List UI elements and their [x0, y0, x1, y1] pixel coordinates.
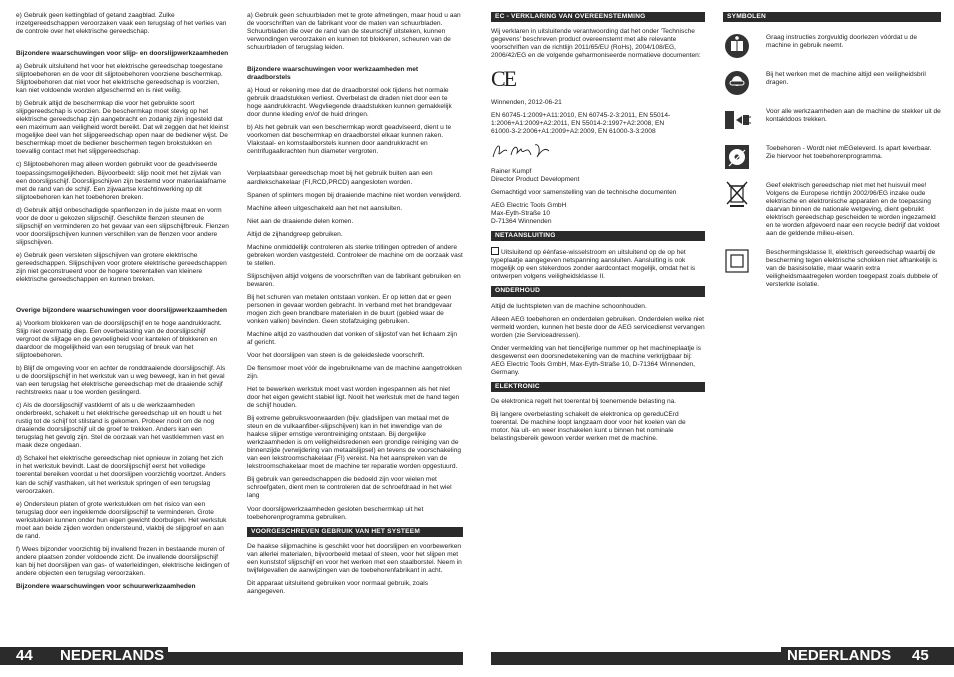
symbol-accessory: Toebehoren - Wordt niet mEGeleverd. Is apart leverbaar. Zie hiervoor het toebehorenprogramma. — [723, 143, 941, 171]
paragraph: e) Gebruik geen kettingblad of getand zaagblad. Zulke inzetgereedschappen veroorzaken vaak een terugslag of het verlies van de controle over het elektrische gereedschap. — [16, 12, 227, 36]
company-name: AEG Electric Tools GmbH — [491, 202, 567, 210]
safety-glasses-icon — [723, 69, 751, 97]
paragraph: b) Gebruik altijd de beschermkap die voor het gebruikte soort slijpgereedschap is voorzien. De beschermkap moet stevig op het elektrische gereedschap zijn aangebracht en zodanig zijn ingesteld dat een maximum aan veiligheid wordt bereikt. Dat wil zeggen dat het kleinst mogelijke deel van het slijpgereedschap open naar de bediener wijst. De beschermkap moet de bediener beschermen tegen brokstukken en toevallig contact met het slijpgereedschap. — [16, 100, 229, 156]
paragraph: Het te bewerken werkstuk moet vast worden ingespannen als het niet door het eigen gewicht stabiel ligt. Nooit het werkstuk met de hand tegen de schijf houden. — [247, 386, 460, 410]
paragraph: Machine onmiddellijk controleren als sterke trillingen optreden of andere gebreken worden vastgesteld. Controleer de machine om de oorzaak vast te stellen. — [247, 243, 463, 267]
paragraph: Slijpschijven altijd volgens de voorschriften van de fabrikant gebruiken en bewaren. — [247, 272, 461, 288]
signatory-name: Rainer Kumpf — [491, 168, 532, 176]
symbol-unplug: Voor alle werkzaamheden aan de machine de stekker uit de kontaktdoos trekken. — [723, 106, 941, 134]
protection-class-ii-icon — [723, 247, 751, 275]
paragraph: De haakse slijpmachine is geschikt voor het doorslijpen en voorbewerken van allerlei materialen, bijvoorbeeld metaal of steen, voor het slijpen met een kunststof slijpschijf en voor het werken met een staalborstel. Neem in twijfelgevallen de aanwijzingen van de toebehorenfabrikant in acht. — [247, 542, 462, 574]
paragraph: Machine altijd zo vasthouden dat vonken of slijpstof van het lichaam zijn af gericht. — [247, 330, 458, 346]
paragraph: e) Gebruik geen versleten slijpschijven van grotere elektrische gereedschappen. Slijpschijven voor grotere elektrische gereedschappen zijn niet geconstrueerd voor de hogere toerentallen van kleinere elektrische gereedschappen en kunnen breken. — [16, 251, 227, 283]
paragraph: Bij extreme gebruiksvoorwaarden (bijv. gladslijpen van metaal met de steun en de vulkaanfiber-slijpschijven) kan in het inwendige van de haakse slijper ernstige verontreiniging ontstaan. Bij dergelijke werkzaamheden is om veiligheidsredenen een grondige reiniging van de binnenzijde (verwijdering van metaalslijpsel) en tevens de voorschakeling van een lekstroomschakelaar (FI) vereist. Na het aanspreken van de lekstroomschakelaar moet de machine ter reparatie worden opgestuurd. — [247, 415, 462, 471]
section-bar-electronic: ELEKTRONIC — [491, 382, 705, 392]
signatory-role: Director Product Development — [491, 176, 580, 184]
declaration-date: Winnenden, 2012-06-21 — [491, 98, 562, 106]
paragraph: Niet aan de draaiende delen komen. — [247, 217, 354, 225]
paragraph: Alleen AEG toebehoren en onderdelen gebruiken. Onderdelen welke niet vermeld worden, kunnen het beste door de AEG servicedienst vervangen worden (zie Serviceadressen). — [491, 315, 705, 339]
paragraph: Voor het doorslijpen van steen is de geleideslede voorschrift. — [247, 352, 425, 359]
paragraph: Spanen of splinters mogen bij draaiende machine niet worden verwijderd. — [247, 191, 462, 199]
paragraph: b) Als het gebruik van een beschermkap wordt geadviseerd, dient u te voorkomen dat beschermkap en draadborstel elkaar kunnen raken. Vlakstaal- en komstaalborstels kunnen door aandrukkracht en centrifugaalkrachten hun diameter vergroten. — [247, 124, 452, 156]
column-2 — [247, 12, 463, 601]
paragraph: Voor doorslijpwerkzaamheden gesloten beschermkap uit het toebehorenprogramma gebruiken. — [247, 505, 424, 521]
section-bar-ec-declaration: EC - VERKLARING VAN OVEREENSTEMMING — [491, 12, 705, 22]
footer-right — [491, 647, 954, 665]
paragraph: Wij verklaren in uitsluitende verantwoording dat het onder 'Technische gegevens' beschreven product overeenstemt met alle relevante voorschriften van de richtlijn 2011/65/EU (RoHs), 2004/108/EG, 2006/42/EG en de volgende geharmoniseerde normatieve documenten: — [491, 28, 701, 60]
paragraph: De elektronica regelt het toerental bij toenemende belasting na. — [491, 397, 677, 405]
signature-icon — [491, 141, 705, 164]
section-heading: Overige bijzondere waarschuwingen voor doorslijpwerkzaamheden — [16, 306, 228, 314]
company-street: Max-Eyth-Straße 10 — [491, 210, 550, 218]
paragraph: c) Als de doorslijpschijf vastklemt of als u de werkzaamheden onderbreekt, schakelt u het elektrische gereedschap uit en houdt u het rustig tot de schijf tot stilstand is gekomen. Probeer nooit om de nog draaiende doorslijpschijf uit de groef te trekken. Anders kan een terugslag het gevolg zijn. Stel de oorzaak van het vastklemmen vast en maak deze ongedaan. — [16, 402, 224, 450]
symbol-read-manual: Graag instructies zorgvuldig doorlezen vóórdat u de machine in gebruik neemt. — [723, 32, 941, 60]
paragraph: b) Blijf de omgeving voor en achter de ronddraaiende doorslijpschijf. Als u de doorslijpschijf in het werkstuk van u weg beweegt, kan in het geval van een terugslag het elektrische gereedschap met de draaiende schijf rechtstreeks naar u toe worden geslingerd. — [16, 365, 226, 397]
page-number-right: 45 — [912, 647, 929, 664]
column-4 — [723, 12, 941, 298]
paragraph: Bij gebruik van gereedschappen die bedoeld zijn voor wielen met schroefgaten, dient men te controleren dat de schroefdraad in het wiel lang — [247, 476, 452, 500]
paragraph: f) Wees bijzonder voorzichtig bij invallend frezen in bestaande muren of andere plaatsen zonder voldoende zicht. De invallende doorslijpschijf kan bij het doorslijpen van gas- of waterleidingen, elektrische leidingen of andere objecten een terugslag veroorzaken. — [16, 545, 230, 577]
paragraph: Verplaatsbaar gereedschap moet bij het gebruik buiten aan een aardlekschakelaar (FI,RCD,PRCD) aangesloten worden. — [247, 170, 433, 186]
footer-tab-left — [168, 647, 463, 652]
paragraph: d) Schakel het elektrische gereedschap niet opnieuw in zolang het zich in het werkstuk bevindt. Laat de doorslijpschijf eerst het volledige toerental bereiken voordat u het doorslijpen voorzichtig voortzet. Anders kan de schijf vasthaken, uit het werkstuk springen of een terugslag veroorzaken. — [16, 455, 226, 495]
paragraph: Onder vermelding van het tiencijferige nummer op het machineplaatje is desgewenst een doorsnedetekening van de machine verkrijgbaar bij: AEG Electric Tools GmbH, Max-Eyth-Straße 10, D-71364 Winnenden, Germany. — [491, 344, 702, 376]
paragraph: c) Slijptoebehoren mag alleen worden gebruikt voor de geadviseerde toepassingsmogelijkheden. Bijvoorbeeld: slijp nooit met het zijvlak van een doorslijpschijf. Doorslijpschijven zijn bestemd voor materiaalafname met de rand van de schijf. Een zijwaartse krachtinwerking op dit slijptoebehoren kan het toebehoren breken. — [16, 161, 226, 201]
paragraph: d) Gebruik altijd onbeschadigde spanflenzen in de juiste maat en vorm voor de door u gekozen slijpschijf. Geschikte flenzen steunen de slijpschijf en verminderen zo het gevaar van een slijpschijfbreuk. Flenzen voor doorslijpschijven kunnen verschillen van de flenzen voor andere slijpschijven. — [16, 206, 229, 246]
footer-left — [0, 647, 463, 665]
paragraph: a) Voorkom blokkeren van de doorslijpschijf en te hoge aandrukkracht. Slijp niet overmatig diep. Een overbelasting van de doorslijpschijf vergroot de slijtage en de gevoeligheid voor kantelen of blokkeren en daardoor de mogelijkheid van een terugslag of breuk van het slijptoebehoren. — [16, 319, 222, 360]
paragraph: Altijd de zijhandgreep gebruiken. — [247, 230, 343, 238]
section-heading: Bijzondere waarschuwingen voor werkzaamheden met draadborstels — [247, 66, 419, 82]
paragraph: Dit apparaat uitsluitend gebruiken voor normaal gebruik, zoals aangegeven. — [247, 579, 429, 595]
paragraph: e) Ondersteun platen of grote werkstukken om het risico van een terugslag door een ingeklemde doorslijpschijf te verminderen. Grote werkstukken kunnen onder hun eigen gewicht doorbuigen. Het werkstuk moet aan beide zijden worden ondersteund, vlakbij de slijpgroef en aan de rand. — [16, 500, 227, 540]
accessory-icon — [723, 143, 751, 171]
symbol-weee: Geef elektrisch gereedschap niet met het huisvuil mee! Volgens de Europese richtlijn 2002/96/EG inzake oude elektrische en elektronische apparaten en de toepassing daarvan binnen de nationale wetgeving, dient gebruikt elektrisch gereedschap gescheiden te worden ingezameld en te worden afgevoerd naar een recycle bedrijf dat voldoet aan de geldende milieu-eisen. — [723, 180, 941, 238]
company-city: D-71364 Winnenden — [491, 218, 552, 226]
paragraph: a) Gebruik geen schuurbladen met te grote afmetingen, maar houd u aan de voorschriften van de fabrikant voor de maten van schuurbladen. Schuurbladen die over de rand van de steunschijf uitsteken, kunnen verwondingen veroorzaken en kunnen tot blokkeren, scheuren van de schuurbladen of terugslag leiden. — [247, 12, 461, 52]
paragraph: Uitsluitend op éénfase-wisselstroom en uitsluitend op de op het typeplaatje aangegeven netspanning aansluiten. Aansluiting is ook mogelijk op een stekerdoos zonder aardcontact mogelijk, omdat het is ontwerpen volgens veiligheidsklasse II. — [491, 249, 696, 281]
column-1 — [16, 12, 230, 596]
column-3 — [491, 12, 705, 448]
paragraph: a) Gebruik uitsluitend het voor het elektrische gereedschap toegestane slijptoebehoren en de voor dit slijptoebehoren voorziene beschermkap. Slijptoebehoren dat niet voor het elektrische gereedschap is voorzien, kan niet voldoende worden afgeschermd en is niet veilig. — [16, 63, 223, 95]
paragraph: Altijd de luchtspleten van de machine schoonhouden. — [491, 302, 647, 310]
section-bar-mains-connection: NETAANSLUITING — [491, 231, 705, 241]
language-title-left: NEDERLANDS — [60, 647, 165, 664]
section-bar-maintenance: ONDERHOUD — [491, 286, 705, 296]
symbol-protection-class-ii: Beschermingsklasse II, elektrisch gereedschap waarbij de bescherming tegen elektrische schokken niet afhankelijk is van de basisisolatie, maar waarin extra veiligheidsmaatregelen worden toegepast zoals dubbele of versterkte isolatie. — [723, 247, 941, 289]
section-heading: Bijzondere waarschuwingen voor slijp- en doorslijpwerkzaamheden — [16, 50, 229, 58]
unplug-icon — [723, 106, 751, 134]
paragraph: De flensmoer moet vóór de ingebruikname van de machine aangetrokken zijn. — [247, 365, 462, 381]
language-title-right: NEDERLANDS — [787, 647, 892, 664]
ce-mark: CE — [491, 66, 516, 92]
paragraph: Bij het schuren van metalen ontstaan vonken. Er op letten dat er geen personen in gevaar worden gebracht. In verband met het brandgevaar mogen zich geen brandbare materialen in de buurt (gebied waar de vonken vallen) bevinden. Geen stofafzuiging gebruiken. — [247, 293, 452, 325]
paragraph: Bij langere overbelasting schakelt de elektronica op gereduCErd toerental. De machine loopt langzaam door voor het koelen van de motor. Na uit- en weer inschakelen kunt u binnen het nominale belastingsbereik gewoon verder werken met de machine. — [491, 410, 686, 442]
section-heading: Bijzondere waarschuwingen voor schuurwerkzaamheden — [16, 582, 196, 590]
paragraph: Machine alleen uitgeschakeld aan het net aansluiten. — [247, 204, 403, 212]
page-number-left: 44 — [16, 647, 33, 664]
double-insulation-icon — [491, 247, 499, 255]
footer-tab-right — [491, 647, 781, 652]
section-bar-symbols: SYMBOLEN — [723, 12, 941, 22]
symbol-safety-glasses: Bij het werken met de machine altijd een veiligheidsbril dragen. — [723, 69, 941, 97]
paragraph: a) Houd er rekening mee dat de draadborstel ook tijdens het normale gebruik draadstukken verliest. Overbelast de draden niet door een te hoge aandrukkracht. Wegvliegende draadstukken kunnen gemakkelijk door dunne kleding en/of de huid dringen. — [247, 87, 452, 119]
authorized-text: Gemachtigd voor samenstelling van de technische documenten — [491, 189, 677, 197]
section-bar-intended-use: VOORGESCHREVEN GEBRUIK VAN HET SYSTEEM — [247, 527, 463, 537]
read-manual-icon — [723, 32, 751, 60]
crossed-bin-icon — [723, 180, 751, 208]
standards-list: EN 60745-1:2009+A11:2010, EN 60745-2-3:2011, EN 55014-1:2006+A1:2009+A2:2011, EN 55014-2:1997+A2:2008, EN 61000-3-2:2006+A1:2009+A2:2009, EN 61000-3-3:2008 — [491, 112, 671, 136]
